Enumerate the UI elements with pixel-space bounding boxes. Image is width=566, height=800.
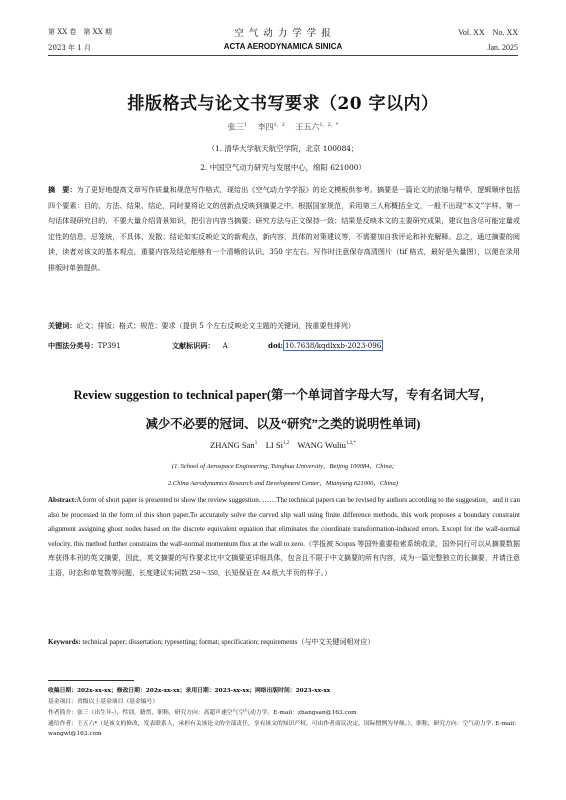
doc-code-value: A [222,341,228,350]
keywords-en-text: technical paper; dissertation; typesetting; format; specification; requirements（与中文关键词相对应） [82,638,375,646]
document-code-line [172,341,228,351]
affiliation-cn-2: 2. 中国空气动力研究与发展中心，绵阳 621000） [200,163,366,172]
authors-cn: 张三$^1$ 李四$^{1,2}$ 王五六$^{1,2,*}$ [227,122,339,132]
abstract-cn-text: 为了更好地提高文章写作质量和规范写作格式，现给出《空气动力学学报》的论文模板供参考。摘要是一篇论文的浓缩与精华，逻辑顺序包括四个要素：目的、方法、结果、结论，同时要将论文的创新点反映到摘要之中。根据国家规范，采用第三人称概括全文，一般不出现“本文”字样。第一句话体现研究目的，不要大量介绍背景知识，把引言内容当摘要；研究方法与正文保持一致；结果是反映本文的主要研究成果，建议包含尽可能定量或定性的信息，忌笼统，不具体，发散；结论如实反映论文的新观点，新内容，具体的对策建议等，不需要加自我评论和补充解释。总之，通过摘要的阅读，读者对该文的基本观点，重要内容及结论能够有一个清晰的认识，350 字左右。写作时注意保存高清图片（tif 格式，最好是矢量图），以便在录用排版时单独提供。 [48,185,520,272]
doc-code-label: 文献标识码： [172,341,215,350]
date-cn: 2023 年 1 月 [48,44,91,52]
abstract-en [48,493,520,581]
journal-name-cn: 空 气 动 力 学 学 报 [234,28,332,39]
author-en-3: WANG Wuliu [297,440,346,450]
keywords-en [48,635,520,650]
author-3: 王五六 [295,122,320,132]
footnote-author: 作者简介：张三（出生年-），性别，籍贯，职称，研究方向：高超声速空气空气动力学。E-mail：zhangsan@163.com [48,710,357,716]
doi-label: doi: [268,341,284,350]
abstract-en-text: A form of short paper is presented to show the review suggestion. ……The technical papers can be revised by authors according to the suggestion，and it can also be processed in the form of this short paper.To accurately solve the curved slip wall using finite difference methods, this work proposes a boundary constraint alignment assigning ghost nodes based on the discrete equivalent equation that eliminates the coordinate transformation-induced errors. Except for the wall-normal velocity, this method further constrains the wall-normal momentum flux at the wall to zero.（学报被 Scopus 等国外重要检索系统收录，国外同行可以从摘要数据库获得本刊的英文摘要，因此，英文摘要的写作要求比中文摘要更详细具体，包含且不限于中文摘要的所有内容，成为一篇完整独立的长摘要，并请注意主语，时态和单复数等问题，长度建议实词数 250～350，长短保证在 A4 纸大半页的样子。） [48,496,520,577]
author-2: 李四 [257,122,274,132]
keywords-cn-text: 论文；排版；格式；规范；要求（提供 5 个左右反映论文主题的关键词，按重要性排列） [76,321,355,330]
volume-issue-en: Vol. XX No. XX [458,28,518,37]
footnote-dates: 收稿日期：202x-xx-xx；修改日期：202x-xx-xx；录用日期：2023-xx-xx；网络出版时间：2023-xx-xx [48,688,331,694]
author-en-2: LI Si [265,440,283,450]
authors-en: ZHANG San$^1$ LI Si$^{1,2}$ WANG Wuliu$^{1,2,*}$ [210,440,356,450]
doi-line [268,341,383,350]
keywords-en-label: Keywords: [48,638,81,646]
footnote-fund: 基金项目：省级以上基金项目（基金编号） [48,699,159,705]
affiliation-en-1: (1. School of Aerospace Engineering, Tsinghua University，Beijing 100084，China; [171,463,394,470]
abstract-cn [48,182,520,276]
keywords-cn-label: 关键词： [48,321,77,330]
clc-label: 中图法分类号： [48,341,98,350]
paper-title-en-line-2: 减少不必要的冠词、以及“研究”之类的说明性单词) [145,417,421,431]
journal-name-en: ACTA AERODYNAMICA SINICA [223,42,343,51]
author-en-1: ZHANG San [210,440,255,450]
abstract-en-label: Abstract: [48,496,77,504]
footnote-corresponding: 通信作者：王五六*（是该文的修改，发表联系人，承担有关该论文的全部责任，享有该文的知识产权，可由作者商议决定，国际惯例为导师。），职称，研究方向：空气动力学. E-mail: wangwl@163.com [48,721,517,738]
abstract-cn-label: 摘 要： [48,185,77,194]
author-1: 张三 [227,122,244,132]
volume-issue-cn: 第 XX 卷 第 XX 期 [48,28,112,36]
clc-value: TP391 [97,341,121,350]
doi-link[interactable]: 10.7638/kqdlxxb-2023-096 [285,341,382,350]
paper-title-cn: 排版格式与论文书写要求（20 字以内） [127,94,439,114]
affiliation-en-2: 2.China Aerodynamics Research and Development Center，Mianyang 621000，China) [168,480,398,487]
footnote-rule [48,680,134,681]
paper-title-en-line-1: Review suggestion to technical paper(第一个单词首字母大写，专有名词大写， [73,388,493,402]
header-rule [48,55,518,56]
keywords-cn [48,318,520,334]
classification-line [48,341,121,351]
affiliation-cn-1: （1. 清华大学航天航空学院，北京 100084； [207,144,359,153]
date-en: Jan. 2025 [487,43,518,52]
